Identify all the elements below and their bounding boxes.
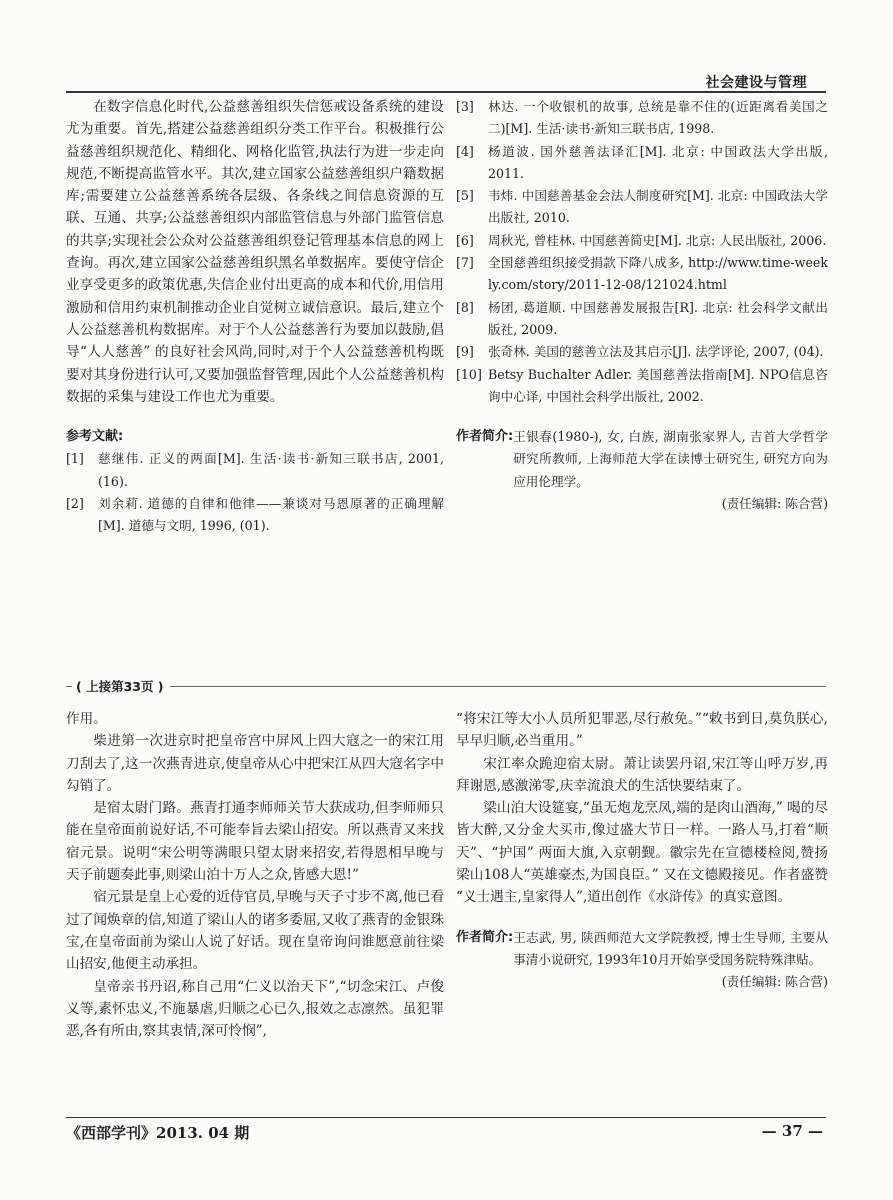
reference-text: 张奇林. 美国的慈善立法及其启示[J]. 法学评论, 2007, (04). bbox=[488, 344, 824, 360]
reference-item bbox=[456, 297, 828, 342]
page-number: — 37 — bbox=[761, 1122, 823, 1140]
body-paragraph: 在数字信息化时代,公益慈善组织失信惩戒设备系统的建设尤为重要。首先,搭建公益慈善组织分类工作平台。积极推行公益慈善组织规范化、精细化、网格化监管,执法行为进一步走向规范,不断提高监管水平。其次,建立国家公益慈善组织户籍数据库;需要建立公益慈善系统各层级、各条线之间信息资源的互联、互通、共享;公益慈善组织内部监管信息与外部门监管信息的共享;实现社会公众对公益慈善组织登记管理基本信息的网上查询。再次,建立国家公益慈善组织黑名单数据库。要使守信企业享受更多的政策优惠,失信企业付出更高的成本和代价,用信用激励和信用约束机制推动企业自觉树立诚信意识。最后,建立个人公益慈善机构数据库。对于个人公益慈善行为要加以鼓励,倡导“人人慈善” 的良好社会风尚,同时,对于个人公益慈善机构既要对其身份进行认可,又要加强监督管理,因此个人公益慈善机构数据的采集与建设工作也尤为重要。 bbox=[66, 99, 444, 405]
reference-text: 刘余莉. 道德的自律和他律——兼谈对马恩原著的正确理解[M]. 道德与文明, 1996, (01). bbox=[98, 496, 444, 534]
responsible-editor: (责任编辑: 陈合营) bbox=[721, 496, 828, 512]
body-paragraph: 皇帝亲书丹诏,称自己用“仁义以治天下”,“切念宋江、卢俊义等,素怀忠义,不施暴虐,归顺之心已久,报效之志凛然。虽犯罪恶,各有所由,察其衷情,深可怜悯”, bbox=[66, 978, 444, 1040]
reference-text: 韦炜. 中国慈善基金会法人制度研究[M]. 北京: 中国政法大学出版社, 2010. bbox=[488, 188, 828, 226]
reference-number: [7] bbox=[456, 255, 474, 271]
upper-left-column bbox=[66, 96, 444, 538]
reference-item bbox=[456, 185, 828, 230]
reference-item bbox=[456, 96, 828, 141]
reference-text: 慈继伟. 正义的两面[M]. 生活·读书·新知三联书店, 2001, (16). bbox=[98, 451, 444, 489]
responsible-editor: (责任编辑: 陈合营) bbox=[721, 974, 828, 990]
reference-item bbox=[456, 341, 828, 363]
reference-item bbox=[456, 252, 828, 297]
reference-text: Betsy Buchalter Adler. 美国慈善法指南[M]. NPO信息咨询中心译, 中国社会科学出版社, 2002. bbox=[488, 366, 828, 404]
header-rule bbox=[66, 91, 826, 93]
reference-number: [4] bbox=[456, 143, 474, 159]
body-paragraph: 作用。 bbox=[66, 711, 107, 727]
body-paragraph: “将宋江等大小人员所犯罪恶,尽行赦免。”“敕书到日,莫负朕心,早早归顺,必当重用。” bbox=[456, 711, 828, 750]
body-paragraph: 梁山泊大设筵宴,“虽无炮龙烹凤,端的是肉山酒海,” 喝的尽皆大醉,又分金大买市,像过盛大节日一样。一路人马,打着“顺天”、“护国” 两面大旗,入京朝觐。徽宗先在宣德楼检阅,赞扬梁山108人“英雄豪杰,为国良臣。” 又在文德殿接见。作者盛赞 “义士遇主,皇家得人”,道出创作《水浒传》的真实意图。 bbox=[456, 800, 828, 906]
reference-item bbox=[66, 493, 444, 538]
author-bio bbox=[456, 426, 828, 493]
continuation-rule bbox=[66, 686, 826, 687]
reference-number: [5] bbox=[456, 188, 474, 204]
continuation-label: ( 上接第33页 ) bbox=[72, 677, 170, 695]
upper-right-column bbox=[456, 96, 828, 515]
reference-number: [6] bbox=[456, 232, 474, 248]
reference-number: [8] bbox=[456, 299, 474, 315]
lower-right-column bbox=[456, 708, 828, 994]
reference-text: 杨道波. 国外慈善法译汇[M]. 北京: 中国政法大学出版, 2011. bbox=[488, 143, 828, 181]
reference-item bbox=[456, 141, 828, 186]
reference-number: [2] bbox=[66, 496, 84, 512]
journal-issue: 《西部学刊》2013. 04 期 bbox=[66, 1124, 250, 1142]
body-paragraph: 柴进第一次进京时把皇帝宫中屏风上四大寇之一的宋江用刀刮去了,这一次燕青进京,使皇帝从心中把宋江从四大寇名字中勾销了。 bbox=[66, 733, 444, 794]
author-bio-label: 作者简介: bbox=[456, 429, 514, 445]
body-paragraph: 是宿太尉门路。燕青打通李师师关节大获成功,但李师师只能在皇帝面前说好话,不可能奉旨去梁山招安。所以燕青又来找宿元景。说明“宋公明等满眼只望太尉来招安,若得恩相早晚与天子前题奏此事,则梁山泊十万人之众,皆感大恩!” bbox=[66, 800, 444, 884]
reference-item bbox=[66, 448, 444, 493]
reference-list bbox=[456, 96, 828, 408]
reference-text: 杨团, 葛道顺. 中国慈善发展报告[R]. 北京: 社会科学文献出版社, 2009. bbox=[488, 299, 828, 337]
author-bio-text: 王志武, 男, 陕西师范大文学院教授, 博士生导师, 主要从事清小说研究, 1993年10月开始享受国务院特殊津贴。 bbox=[513, 929, 828, 967]
reference-text: 林达. 一个收银机的故事, 总统是靠不住的(近距离看美国之二)[M]. 生活·读书·新知三联书店, 1998. bbox=[488, 99, 828, 137]
reference-text: 周秋光, 曾桂林. 中国慈善简史[M]. 北京: 人民出版社, 2006. bbox=[488, 232, 827, 248]
author-bio-text: 王银春(1980-), 女, 白族, 湖南张家界人, 吉首大学哲学研究所教师, 上海师范大学在读博士研究生, 研究方向为应用伦理学。 bbox=[513, 429, 828, 489]
reference-number: [10] bbox=[456, 366, 482, 382]
reference-text: 全国慈善组织接受捐款下降八成多, http://www.time-weekly.com/story/2011-12-08/121024.html bbox=[488, 255, 828, 293]
reference-item bbox=[456, 364, 828, 409]
references-heading: 参考文献: bbox=[66, 429, 124, 445]
footer-rule bbox=[66, 1117, 826, 1118]
reference-number: [1] bbox=[66, 451, 84, 467]
reference-number: [3] bbox=[456, 99, 474, 114]
author-bio-label: 作者简介: bbox=[456, 929, 514, 945]
reference-item bbox=[456, 230, 828, 252]
reference-number: [9] bbox=[456, 344, 474, 360]
lower-left-column bbox=[66, 708, 444, 1042]
author-bio bbox=[456, 927, 828, 972]
reference-list bbox=[66, 448, 444, 537]
body-paragraph: 宋江率众跪迎宿太尉。萧让读罢丹诏,宋江等山呼万岁,再拜谢恩,感激涕零,庆幸流浪犬的生活快要结束了。 bbox=[456, 755, 828, 794]
section-title: 社会建设与管理 bbox=[705, 75, 807, 91]
body-paragraph: 宿元景是皇上心爱的近侍官员,早晚与天子寸步不离,他已看过了闻焕章的信,知道了梁山人的诸多委屈,又收了燕青的金银珠宝,在皇帝面前为梁山人说了好话。现在皇帝询问谁愿意前往梁山招安,他便主动承担。 bbox=[66, 889, 444, 973]
